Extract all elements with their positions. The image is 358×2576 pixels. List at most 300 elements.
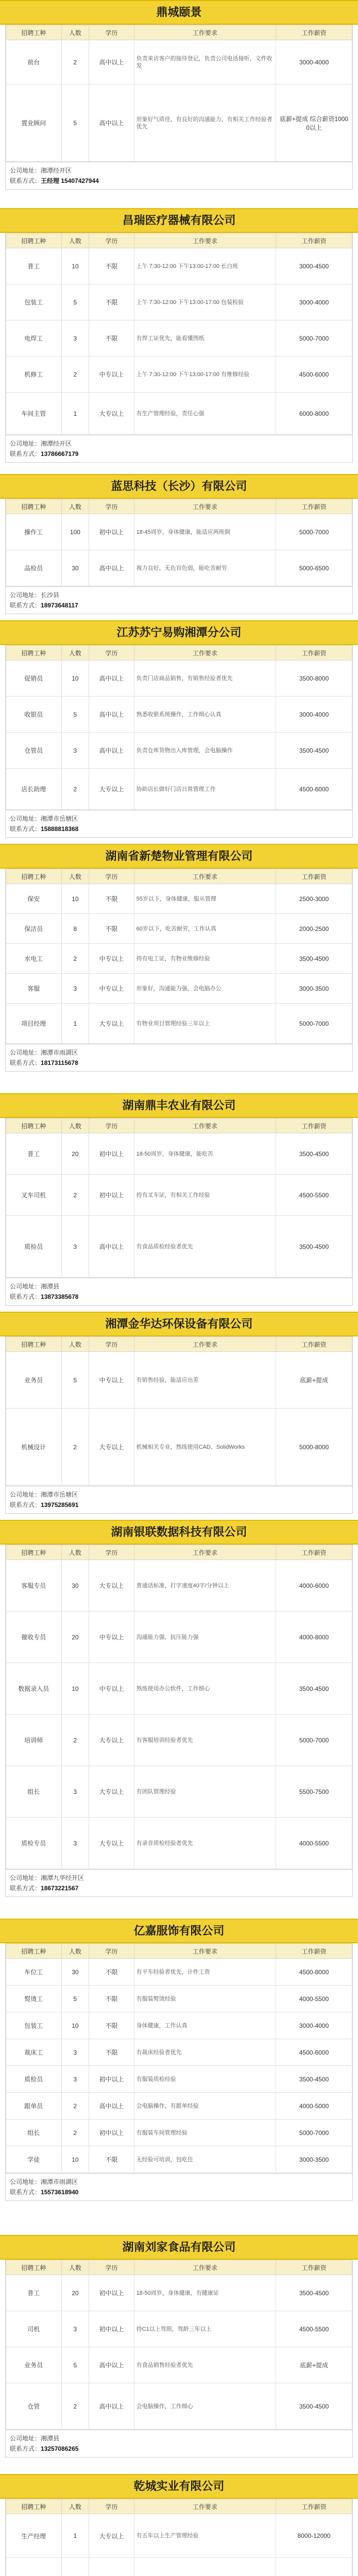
- job-row: [6, 697, 352, 733]
- header-row: [6, 1337, 352, 1352]
- job-row: [6, 2347, 352, 2383]
- job-education: 不限: [89, 1986, 134, 2012]
- job-count: 3: [61, 2039, 89, 2066]
- contact-line: [10, 1292, 348, 1302]
- job-requirements: 负责门店商品销售，有销售经验者优先: [134, 660, 276, 697]
- job-education: 初中以上: [89, 1175, 134, 1216]
- job-title: 业务员: [6, 2347, 62, 2383]
- contact-line: [10, 824, 348, 834]
- job-table-frame: [5, 2260, 353, 2430]
- job-title: 裁床工: [6, 2039, 62, 2066]
- job-count: 3: [61, 1216, 89, 1278]
- address-value: 长沙县: [41, 591, 60, 599]
- job-education: 中专以上: [89, 1663, 134, 1715]
- contact-phone[interactable]: 18673221567: [41, 1885, 79, 1892]
- job-row: [6, 1175, 352, 1216]
- job-row: [6, 1216, 352, 1278]
- contact-label: 联系方式：: [10, 2189, 41, 2196]
- job-row: [6, 914, 352, 944]
- job-table-frame: [5, 25, 353, 162]
- job-salary: 3000-3500: [276, 974, 352, 1004]
- job-salary: 3500-4500: [276, 2383, 352, 2430]
- job-table: [6, 2499, 352, 2576]
- job-title: 品检员: [6, 550, 62, 586]
- header-title: 招聘工种: [6, 499, 62, 514]
- contact-label: 联系方式：: [10, 1293, 41, 1300]
- company-section: [0, 208, 358, 467]
- job-count: 2: [61, 357, 89, 393]
- job-table-frame: [5, 1336, 353, 1486]
- job-requirements: 有服装质检经验: [134, 2066, 276, 2093]
- job-row: [6, 1663, 352, 1715]
- job-education: 中专以上: [89, 944, 134, 974]
- address-value: 湘潭县: [41, 1283, 60, 1290]
- job-salary: 4500-5500: [276, 2311, 352, 2347]
- header-count: 人数: [61, 25, 89, 40]
- job-salary: 4500-6000: [276, 2039, 352, 2066]
- company-section: [0, 2235, 358, 2467]
- job-education: 不限: [89, 284, 134, 320]
- job-education: 不限: [89, 884, 134, 914]
- job-count: 10: [61, 1663, 89, 1715]
- job-count: 3: [61, 974, 89, 1004]
- job-education: 大专以上: [89, 2514, 134, 2558]
- job-education: 中专以上: [89, 974, 134, 1004]
- contact-label: 联系方式：: [10, 602, 41, 609]
- job-title: 司机: [6, 2311, 62, 2347]
- job-salary: 4000-8000: [276, 1612, 352, 1663]
- job-count: 2: [61, 944, 89, 974]
- header-requirements: 工作要求: [134, 1545, 276, 1560]
- job-table-header: [6, 2499, 352, 2514]
- header-salary: 工作薪资: [276, 25, 352, 40]
- job-education: 高中以上: [89, 2383, 134, 2430]
- job-requirements: 有录音质检经验者优先: [134, 1818, 276, 1869]
- address-label: 公司地址：: [10, 440, 41, 447]
- company-name: 鼎城颐景: [0, 0, 358, 25]
- job-education: 不限: [89, 2039, 134, 2066]
- job-salary: 底薪+提成 综合薪资10000以上: [276, 84, 352, 162]
- job-row: [6, 284, 352, 320]
- job-salary: [276, 2558, 352, 2576]
- job-title: 普工: [6, 248, 62, 284]
- job-count: 5: [61, 697, 89, 733]
- job-title: 包装工: [6, 284, 62, 320]
- contact-label: 联系方式：: [10, 825, 41, 833]
- job-table-body: [6, 2275, 352, 2430]
- address-line: [10, 2177, 348, 2187]
- job-count: 2: [61, 769, 89, 810]
- header-education: 学历: [89, 869, 134, 884]
- job-salary: 3500-4500: [276, 1216, 352, 1278]
- job-education: 高中以上: [89, 550, 134, 586]
- address-label: 公司地址：: [10, 1283, 41, 1290]
- job-requirements: 有食品销售经验者优先: [134, 2347, 276, 2383]
- job-salary: 4500-8000: [276, 1959, 352, 1986]
- job-salary: 5000-7000: [276, 1715, 352, 1766]
- header-row: [6, 499, 352, 514]
- contact-line: [10, 176, 348, 186]
- company-name: 湖南银联数据科技有限公司: [0, 1520, 358, 1545]
- job-education: 大专以上: [89, 1715, 134, 1766]
- job-table: [6, 25, 352, 162]
- contact-line: [10, 600, 348, 611]
- job-education: 高中以上: [89, 660, 134, 697]
- job-requirements: 负责仓库货物出入库管理，会电脑操作: [134, 733, 276, 769]
- job-count: 2: [61, 1715, 89, 1766]
- company-info: [5, 1278, 353, 1306]
- job-requirements: 负责来访客户的接待登记，负责公司电话接听，文件收发: [134, 40, 276, 84]
- header-title: 招聘工种: [6, 1337, 62, 1352]
- job-requirements: 有服装熨烫经验: [134, 1986, 276, 2012]
- job-title: 机修工: [6, 357, 62, 393]
- job-table: [6, 233, 352, 435]
- header-requirements: 工作要求: [134, 1118, 276, 1133]
- job-row: [6, 40, 352, 84]
- job-title: 熨烫工: [6, 1986, 62, 2012]
- company-name: 亿嘉服饰有限公司: [0, 1919, 358, 1943]
- job-count: 5: [61, 284, 89, 320]
- address-label: 公司地址：: [10, 1049, 41, 1056]
- job-title: 仓管: [6, 2383, 62, 2430]
- job-requirements: 形象好气质佳，有良好的沟通能力，有相关工作经验者优先: [134, 84, 276, 162]
- header-salary: 工作薪资: [276, 1944, 352, 1959]
- job-education: 大专以上: [89, 1409, 134, 1486]
- address-label: 公司地址：: [10, 591, 41, 599]
- job-row: [6, 248, 352, 284]
- job-salary: 4000-5500: [276, 1818, 352, 1869]
- contact-phone[interactable]: 13257086265: [41, 2445, 79, 2452]
- job-requirements: 会电脑操作，工作细心: [134, 2383, 276, 2430]
- company-info: [5, 1870, 353, 1897]
- job-table: [6, 1336, 352, 1486]
- job-title: 前台: [6, 40, 62, 84]
- contact-label: 联系方式：: [10, 450, 41, 457]
- job-education: 不限: [89, 2012, 134, 2039]
- job-education: 不限: [89, 320, 134, 357]
- job-salary: 6000-8000: [276, 393, 352, 435]
- job-table-body: [6, 2514, 352, 2576]
- header-requirements: 工作要求: [134, 2260, 276, 2275]
- job-table-body: [6, 1352, 352, 1486]
- job-education: 高中以上: [89, 84, 134, 162]
- job-requirements: 上午 7:30-12:00 下午13:00-17:00 有维修经验: [134, 357, 276, 393]
- header-education: 学历: [89, 499, 134, 514]
- header-title: 招聘工种: [6, 1118, 62, 1133]
- job-table-frame: [5, 1118, 353, 1278]
- job-requirements: 持有叉车证，有相关工作经验: [134, 1175, 276, 1216]
- job-row: [6, 1352, 352, 1409]
- address-label: 公司地址：: [10, 2178, 41, 2185]
- address-label: 公司地址：: [10, 1491, 41, 1498]
- job-row: [6, 550, 352, 586]
- job-row: [6, 2514, 352, 2558]
- job-count: 1: [61, 1004, 89, 1044]
- address-label: 公司地址：: [10, 815, 41, 822]
- job-salary: 3000-3500: [276, 2146, 352, 2173]
- job-count: 2: [61, 40, 89, 84]
- job-row: [6, 1959, 352, 1986]
- job-education: 初中以上: [89, 2120, 134, 2146]
- job-education: 大专以上: [89, 1560, 134, 1612]
- job-count: 3: [61, 2066, 89, 2093]
- contact-line: [10, 2444, 348, 2454]
- job-table-frame: [5, 499, 353, 587]
- header-count: 人数: [61, 2499, 89, 2514]
- header-count: 人数: [61, 2260, 89, 2275]
- job-table: [6, 1545, 352, 1869]
- job-title: 数据录入员: [6, 1663, 62, 1715]
- contact-phone[interactable]: 13873385678: [41, 1293, 79, 1300]
- company-section: [0, 844, 358, 1086]
- job-count: 30: [61, 1959, 89, 1986]
- job-count: 2: [61, 2093, 89, 2120]
- job-table: [6, 645, 352, 810]
- job-education: 中专以上: [89, 1352, 134, 1409]
- contact-phone[interactable]: 18173115678: [41, 1059, 78, 1066]
- job-row: [6, 2146, 352, 2173]
- contact-label: 联系方式：: [10, 1501, 41, 1509]
- job-salary: 3000-4000: [276, 40, 352, 84]
- job-salary: 4000-6000: [276, 1560, 352, 1612]
- job-row: [6, 1004, 352, 1044]
- header-salary: 工作薪资: [276, 2260, 352, 2275]
- job-count: 1: [61, 393, 89, 435]
- job-salary: 底薪+提成: [276, 1352, 352, 1409]
- header-count: 人数: [61, 233, 89, 248]
- job-table-body: [6, 514, 352, 586]
- job-row: [6, 2311, 352, 2347]
- job-education: 初中以上: [89, 2311, 134, 2347]
- address-label: 公司地址：: [10, 2435, 41, 2442]
- header-row: [6, 1944, 352, 1959]
- address-line: [10, 1047, 348, 1058]
- job-table-body: [6, 248, 352, 435]
- header-requirements: 工作要求: [134, 499, 276, 514]
- job-row: [6, 944, 352, 974]
- job-education: 高中以上: [89, 1216, 134, 1278]
- job-requirements: [134, 2558, 276, 2576]
- job-row: [6, 1409, 352, 1486]
- job-count: 20: [61, 1612, 89, 1663]
- header-requirements: 工作要求: [134, 25, 276, 40]
- job-count: 100: [61, 514, 89, 550]
- job-requirements: 18-45周岁，身体健康，能适应两班倒: [134, 514, 276, 550]
- header-count: 人数: [61, 499, 89, 514]
- job-education: 中专以上: [89, 1612, 134, 1663]
- header-row: [6, 1118, 352, 1133]
- job-salary: 3500-8000: [276, 660, 352, 697]
- job-count: 30: [61, 550, 89, 586]
- job-title: 业务员: [6, 1352, 62, 1409]
- header-count: 人数: [61, 1337, 89, 1352]
- job-title: 收银员: [6, 697, 62, 733]
- header-requirements: 工作要求: [134, 1944, 276, 1959]
- company-name: 乾城实业有限公司: [0, 2474, 358, 2499]
- job-table-header: [6, 646, 352, 660]
- job-requirements: 有生产管理经验，责任心强: [134, 393, 276, 435]
- job-count: 3: [61, 320, 89, 357]
- header-title: 招聘工种: [6, 2260, 62, 2275]
- header-education: 学历: [89, 1944, 134, 1959]
- company-name: 湖南鼎丰农业有限公司: [0, 1093, 358, 1118]
- job-table-header: [6, 1337, 352, 1352]
- address-value: 湘潭市岳塘区: [41, 1491, 78, 1498]
- company-info: [5, 587, 353, 614]
- job-count: 2: [61, 1175, 89, 1216]
- contact-phone[interactable]: 15573618940: [41, 2189, 79, 2196]
- job-education: 不限: [89, 1959, 134, 1986]
- job-count: 10: [61, 2012, 89, 2039]
- job-salary: 2000-2500: [276, 914, 352, 944]
- job-table-body: [6, 660, 352, 810]
- job-requirements: 有五年以上生产管理经验: [134, 2514, 276, 2558]
- job-education: 中专以上: [89, 357, 134, 393]
- job-education: 初中以上: [89, 1133, 134, 1175]
- company-info: [5, 810, 353, 838]
- job-table-header: [6, 1944, 352, 1959]
- job-title: 生产经理: [6, 2514, 62, 2558]
- job-row: [6, 1986, 352, 2012]
- address-line: [10, 165, 348, 176]
- job-count: [61, 2558, 89, 2576]
- job-row: [6, 660, 352, 697]
- job-title: 组长: [6, 2120, 62, 2146]
- job-requirements: 身体健康，工作认真: [134, 2012, 276, 2039]
- company-info: [5, 162, 353, 190]
- header-requirements: 工作要求: [134, 2499, 276, 2514]
- address-value: 湘潭市雨湖区: [41, 2178, 78, 2185]
- job-table-body: [6, 1560, 352, 1869]
- header-count: 人数: [61, 1944, 89, 1959]
- header-title: 招聘工种: [6, 1545, 62, 1560]
- address-value: 湘潭经开区: [41, 440, 72, 447]
- company-section: [0, 620, 358, 837]
- job-table-frame: [5, 1545, 353, 1870]
- job-row: [6, 2120, 352, 2146]
- job-table-frame: [5, 2499, 353, 2576]
- header-row: [6, 1545, 352, 1560]
- job-title: 催收专员: [6, 1612, 62, 1663]
- job-title: [6, 2558, 62, 2576]
- job-table-body: [6, 1959, 352, 2173]
- job-table-frame: [5, 645, 353, 810]
- job-count: 10: [61, 2146, 89, 2173]
- job-table-body: [6, 40, 352, 162]
- job-salary: 3500-4500: [276, 1133, 352, 1175]
- header-count: 人数: [61, 1118, 89, 1133]
- job-count: 10: [61, 884, 89, 914]
- header-row: [6, 2499, 352, 2514]
- job-requirements: 协助店长做好门店日常管理工作: [134, 769, 276, 810]
- job-row: [6, 393, 352, 435]
- job-education: 高中以上: [89, 2093, 134, 2120]
- job-count: 10: [61, 248, 89, 284]
- header-title: 招聘工种: [6, 1944, 62, 1959]
- company-info: [5, 2430, 353, 2458]
- header-row: [6, 869, 352, 884]
- job-requirements: 沟通能力强，抗压能力强: [134, 1612, 276, 1663]
- job-row: [6, 2012, 352, 2039]
- address-line: [10, 1873, 348, 1883]
- company-name: 昌瑞医疗器械有限公司: [0, 208, 358, 233]
- contact-phone[interactable]: 王经理 15407427944: [41, 177, 99, 184]
- job-education: 高中以上: [89, 733, 134, 769]
- contact-phone[interactable]: 13786667179: [41, 450, 79, 457]
- job-title: 保洁员: [6, 914, 62, 944]
- job-education: 高中以上: [89, 697, 134, 733]
- job-salary: 3000-4500: [276, 248, 352, 284]
- address-line: [10, 1489, 348, 1500]
- address-label: 公司地址：: [10, 1874, 41, 1882]
- job-salary: 4500-6000: [276, 357, 352, 393]
- job-table: [6, 1943, 352, 2173]
- job-title: 学徒: [6, 2146, 62, 2173]
- job-title: 质检专员: [6, 1818, 62, 1869]
- header-requirements: 工作要求: [134, 1337, 276, 1352]
- address-value: 湘潭县: [41, 2435, 60, 2442]
- job-education: 高中以上: [89, 40, 134, 84]
- job-table-header: [6, 499, 352, 514]
- contact-line: [10, 449, 348, 459]
- header-title: 招聘工种: [6, 25, 62, 40]
- job-salary: 4500-6000: [276, 769, 352, 810]
- job-table-header: [6, 2260, 352, 2275]
- contact-phone[interactable]: 13975285691: [41, 1501, 79, 1509]
- contact-phone[interactable]: 15888818368: [41, 825, 79, 833]
- job-title: 仓管员: [6, 733, 62, 769]
- job-title: 质检员: [6, 1216, 62, 1278]
- company-name: 湖南省新楚物业管理有限公司: [0, 844, 358, 869]
- job-salary: 5000-7000: [276, 514, 352, 550]
- job-count: 20: [61, 2275, 89, 2311]
- job-salary: 5000-6500: [276, 550, 352, 586]
- job-requirements: 有平车经验者优先，计件工资: [134, 1959, 276, 1986]
- job-row: [6, 1612, 352, 1663]
- header-salary: 工作薪资: [276, 233, 352, 248]
- job-row: [6, 974, 352, 1004]
- job-count: 8: [61, 914, 89, 944]
- job-requirements: 有销售经验，能适应出差: [134, 1352, 276, 1409]
- job-count: 2: [61, 2383, 89, 2430]
- job-requirements: 视力良好，无色盲色弱，能吃苦耐劳: [134, 550, 276, 586]
- address-value: 湘潭市岳塘区: [41, 815, 78, 822]
- header-education: 学历: [89, 2499, 134, 2514]
- job-table-header: [6, 25, 352, 40]
- job-count: 5: [61, 84, 89, 162]
- header-row: [6, 646, 352, 660]
- job-salary: 3500-4500: [276, 2275, 352, 2311]
- job-count: 5: [61, 2347, 89, 2383]
- job-table: [6, 869, 352, 1044]
- contact-phone[interactable]: 18973648117: [41, 602, 78, 609]
- job-row: [6, 1766, 352, 1818]
- job-salary: 8000-12000: [276, 2514, 352, 2558]
- job-title: 促销员: [6, 660, 62, 697]
- header-salary: 工作薪资: [276, 869, 352, 884]
- job-salary: 5000-7000: [276, 1004, 352, 1044]
- header-education: 学历: [89, 646, 134, 660]
- address-line: [10, 438, 348, 449]
- company-section: [0, 0, 358, 201]
- job-count: 2: [61, 2120, 89, 2146]
- job-requirements: 持有电工证，有物业维修经验: [134, 944, 276, 974]
- job-education: 高中以上: [89, 2347, 134, 2383]
- job-row: [6, 2275, 352, 2311]
- job-education: 初中以上: [89, 2275, 134, 2311]
- job-table-frame: [5, 1943, 353, 2174]
- contact-line: [10, 1883, 348, 1893]
